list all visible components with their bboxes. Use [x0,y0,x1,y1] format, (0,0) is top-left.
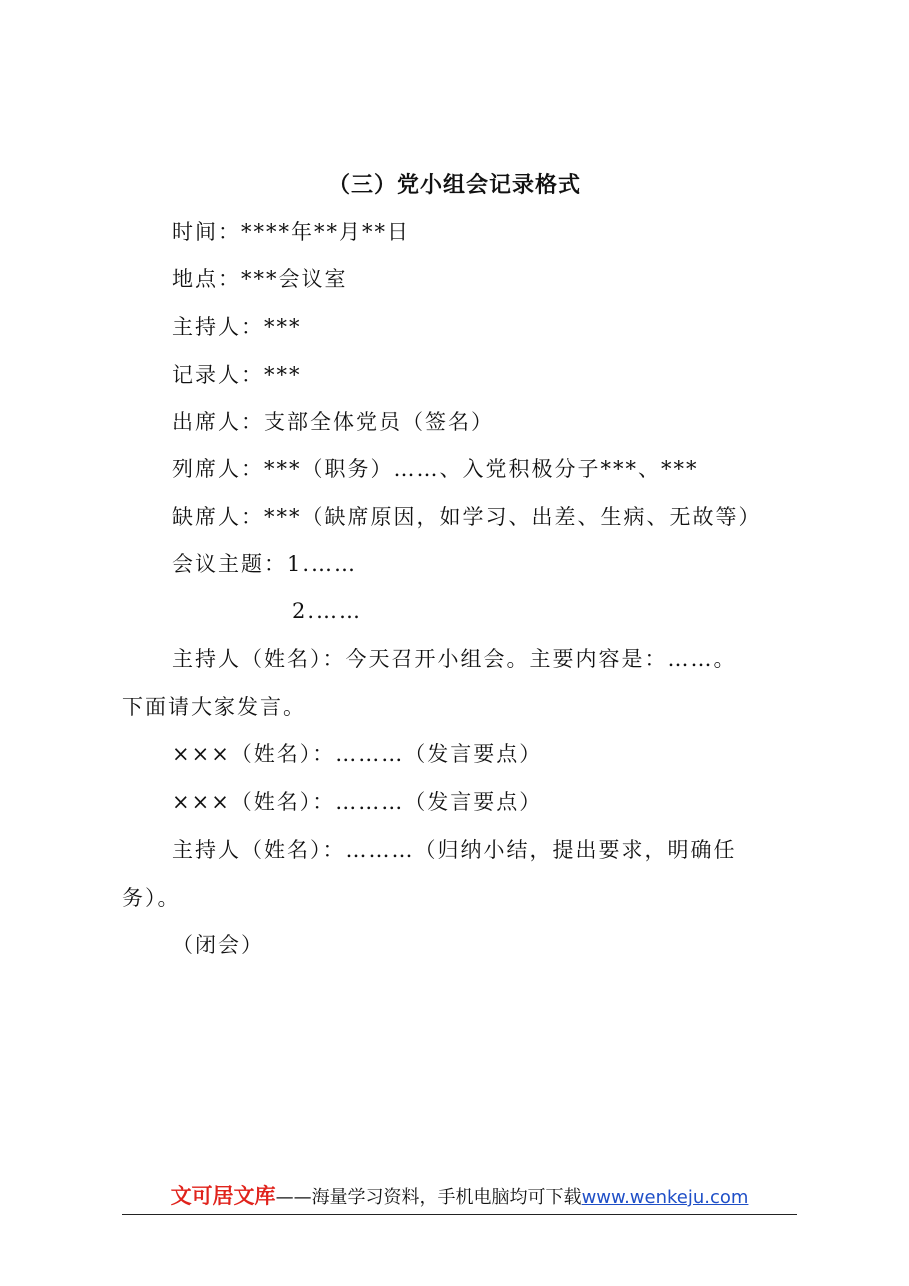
meeting-time-line: 时间：****年**月**日 [172,220,410,244]
meeting-location-line: 地点：***会议室 [172,267,348,291]
host-opening-continuation: 下面请大家发言。 [122,695,306,719]
host-opening-line: 主持人（姓名）：今天召开小组会。主要内容是：……。 [172,647,737,671]
meeting-topic-line: 会议主题：1.…… [172,552,358,576]
recorder-line: 记录人：*** [172,363,302,387]
speaker-line-2: ×××（姓名）：………（发言要点） [172,790,543,814]
footer-slogan: ——海量学习资料，手机电脑均可下载 [275,1187,582,1208]
footer-banner [122,1180,797,1215]
host-line: 主持人：*** [172,315,302,339]
meeting-close-line: （闭会） [172,933,264,957]
footer-brand: 文可居文库 [170,1184,276,1208]
speaker-line-1: ×××（姓名）：………（发言要点） [172,742,543,766]
meeting-topic-item-2: 2.…… [292,599,363,623]
absentees-line: 缺席人：***（缺席原因，如学习、出差、生病、无故等） [172,505,762,529]
host-summary-line: 主持人（姓名）：………（归纳小结，提出要求，明确任 [172,838,737,862]
document-title: （三）党小组会记录格式 [327,173,581,198]
attendees-line: 出席人：支部全体党员（签名） [172,410,494,434]
observers-line: 列席人：***（职务）……、入党积极分子***、*** [172,457,699,481]
footer-website-link[interactable]: www.wenkeju.com [581,1187,749,1208]
host-summary-continuation: 务）。 [122,886,181,910]
